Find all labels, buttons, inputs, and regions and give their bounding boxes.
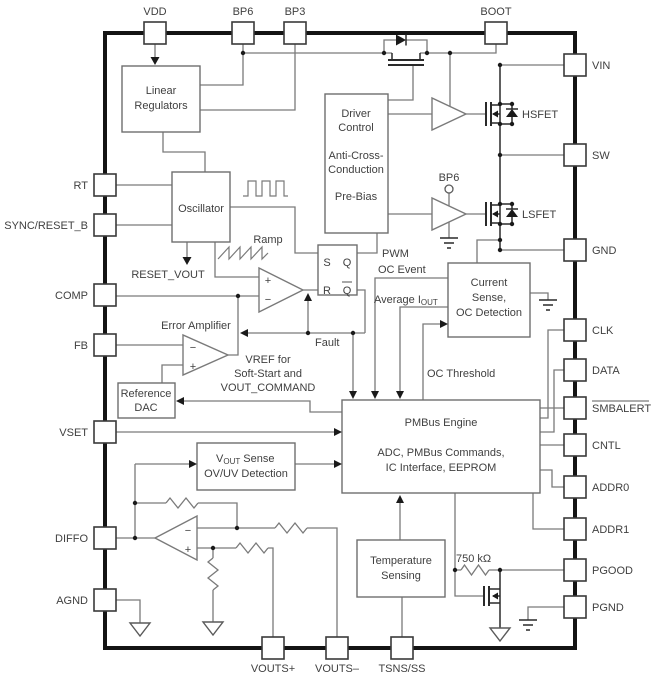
svg-text:BP3: BP3 <box>284 6 306 18</box>
ground-resistor-icon <box>208 558 218 590</box>
pullup-resistor-icon <box>461 565 489 575</box>
bp6-net-node <box>439 172 460 193</box>
svg-text:−: − <box>264 294 272 306</box>
svg-text:FB: FB <box>73 340 88 352</box>
svg-text:Oscillator: Oscillator <box>178 203 224 215</box>
svg-text:TSNS/SS: TSNS/SS <box>378 663 426 675</box>
neg-input-resistor-icon <box>275 523 307 533</box>
pin-comp <box>55 284 116 306</box>
hs-gate-driver-icon <box>432 98 466 130</box>
pin-pgood <box>564 559 633 581</box>
pin-sync-reset-b <box>4 214 116 236</box>
boot-switch-icon <box>388 35 424 66</box>
oc-event-label: OC Event <box>378 264 426 276</box>
pin-bp3 <box>284 6 306 44</box>
svg-text:Current: Current <box>470 277 508 289</box>
svg-text:ADDR0: ADDR0 <box>592 482 630 494</box>
svg-text:IC Interface, EEPROM: IC Interface, EEPROM <box>385 462 497 474</box>
svg-text:VDD: VDD <box>143 6 167 18</box>
svg-text:Control: Control <box>338 122 374 134</box>
svg-text:VSET: VSET <box>59 427 88 439</box>
svg-text:DATA: DATA <box>592 365 620 377</box>
svg-text:VOUTS–: VOUTS– <box>314 663 360 675</box>
svg-text:OC Detection: OC Detection <box>455 307 523 319</box>
pin-tsns-ss <box>378 637 425 675</box>
svg-text:PGOOD: PGOOD <box>592 565 633 577</box>
svg-text:Pre-Bias: Pre-Bias <box>334 191 378 203</box>
svg-text:CNTL: CNTL <box>592 440 621 452</box>
svg-text:LSFET: LSFET <box>522 209 557 221</box>
pin-vdd <box>143 6 166 44</box>
ramp-waveform-icon <box>218 247 268 259</box>
svg-text:+: + <box>189 361 197 373</box>
pin-data <box>564 359 620 381</box>
pin-boot <box>480 6 511 44</box>
pin-diffo <box>55 527 116 549</box>
svg-text:ADC, PMBus Commands,: ADC, PMBus Commands, <box>377 447 505 459</box>
svg-text:OV/UV Detection: OV/UV Detection <box>204 468 288 480</box>
pin-smbalert <box>564 397 651 419</box>
svg-text:Reference: Reference <box>120 388 172 400</box>
pin-clk <box>564 319 614 341</box>
svg-text:PMBus Engine: PMBus Engine <box>404 417 478 429</box>
pin-gnd <box>564 239 617 261</box>
temperature-sensing-block <box>357 540 445 597</box>
fault-label: Fault <box>315 337 340 349</box>
svg-text:Driver: Driver <box>341 108 371 120</box>
pin-bp6 <box>232 6 254 44</box>
hsfet-icon <box>486 65 558 155</box>
pos-input-resistor-icon <box>236 543 268 553</box>
svg-text:R: R <box>323 285 331 297</box>
svg-text:−: − <box>189 342 197 354</box>
error-amplifier-icon <box>183 335 228 375</box>
average-iout-label: Average IOUT <box>374 294 438 307</box>
svg-text:SW: SW <box>592 150 610 162</box>
svg-text:Q: Q <box>342 285 352 297</box>
pullup-resistor-label: 750 kΩ <box>456 553 492 565</box>
svg-text:COMP: COMP <box>55 290 88 302</box>
error-amplifier-label: Error Amplifier <box>161 320 231 332</box>
svg-text:Regulators: Regulators <box>134 100 188 112</box>
svg-text:HSFET: HSFET <box>522 109 559 121</box>
pgood-fet-icon <box>484 570 500 628</box>
oc-threshold-label: OC Threshold <box>427 368 496 380</box>
svg-text:ADDR1: ADDR1 <box>592 524 630 536</box>
svg-text:+: + <box>264 275 272 287</box>
pin-addr0 <box>564 476 629 498</box>
reference-dac-block <box>118 383 175 418</box>
svg-text:SMBALERT: SMBALERT <box>592 403 652 415</box>
pin-vouts-minus <box>315 637 360 675</box>
pin-addr1 <box>564 518 629 540</box>
svg-text:S: S <box>323 257 331 269</box>
svg-text:DAC: DAC <box>134 402 158 414</box>
pwm-label: PWM <box>382 248 409 260</box>
svg-text:DIFFO: DIFFO <box>55 533 88 545</box>
svg-text:CLK: CLK <box>592 325 614 337</box>
svg-text:PGND: PGND <box>592 602 624 614</box>
feedback-resistor-icon <box>166 498 198 508</box>
pin-vin <box>564 54 610 76</box>
pwm-comparator-icon <box>259 268 303 312</box>
pin-vouts-plus <box>251 637 295 675</box>
vref-label-3: VOUT_COMMAND <box>220 382 316 394</box>
svg-text:BP6: BP6 <box>232 6 254 18</box>
svg-text:Linear: Linear <box>145 85 177 97</box>
svg-text:−: − <box>184 525 192 537</box>
ramp-label: Ramp <box>253 234 283 246</box>
pin-vset <box>59 421 116 443</box>
svg-text:Sense,: Sense, <box>471 292 507 304</box>
current-sense-block <box>448 263 530 337</box>
agnd-ground-icon <box>130 623 150 636</box>
pin-agnd <box>56 589 116 611</box>
pin-fb <box>74 334 116 356</box>
vout-sense-block <box>197 443 295 490</box>
vref-label-2: Soft-Start and <box>234 368 302 380</box>
svg-text:VOUT Sense: VOUT Sense <box>216 453 275 466</box>
ls-driver-ground-icon <box>440 238 458 248</box>
svg-text:AGND: AGND <box>56 595 88 607</box>
svg-text:SYNC/RESET_B: SYNC/RESET_B <box>4 220 88 232</box>
linear-regulators-block <box>122 66 200 132</box>
svg-text:RT: RT <box>73 180 88 192</box>
clock-waveform-icon <box>243 181 288 196</box>
svg-text:+: + <box>184 544 192 556</box>
oscillator-block <box>172 172 230 242</box>
current-sense-ground-icon <box>539 300 557 310</box>
svg-text:Temperature: Temperature <box>370 555 432 567</box>
svg-text:Anti-Cross-: Anti-Cross- <box>328 150 384 162</box>
pgnd-ground-icon <box>519 620 537 630</box>
svg-text:GND: GND <box>592 245 617 257</box>
pin-cntl <box>564 434 621 456</box>
svg-text:BOOT: BOOT <box>480 6 512 18</box>
difference-amplifier-icon <box>155 516 197 560</box>
svg-text:BP6: BP6 <box>438 172 460 184</box>
vref-label-1: VREF for <box>245 354 291 366</box>
lsfet-icon <box>486 155 557 250</box>
svg-text:VOUTS+: VOUTS+ <box>250 663 296 675</box>
pin-sw <box>564 144 610 166</box>
resistor-ground-icon <box>203 622 223 635</box>
svg-text:Sensing: Sensing <box>381 570 421 582</box>
svg-text:Conduction: Conduction <box>328 164 384 176</box>
svg-text:Q: Q <box>342 257 352 269</box>
svg-text:VIN: VIN <box>592 60 611 72</box>
sr-latch-block <box>318 245 357 297</box>
pin-pgnd <box>564 596 624 618</box>
pmbus-engine-block <box>342 400 540 493</box>
pin-rt <box>74 174 116 196</box>
pgood-ground-icon <box>490 628 510 641</box>
driver-control-block <box>325 94 388 233</box>
reset-vout-label: RESET_VOUT <box>131 269 205 281</box>
